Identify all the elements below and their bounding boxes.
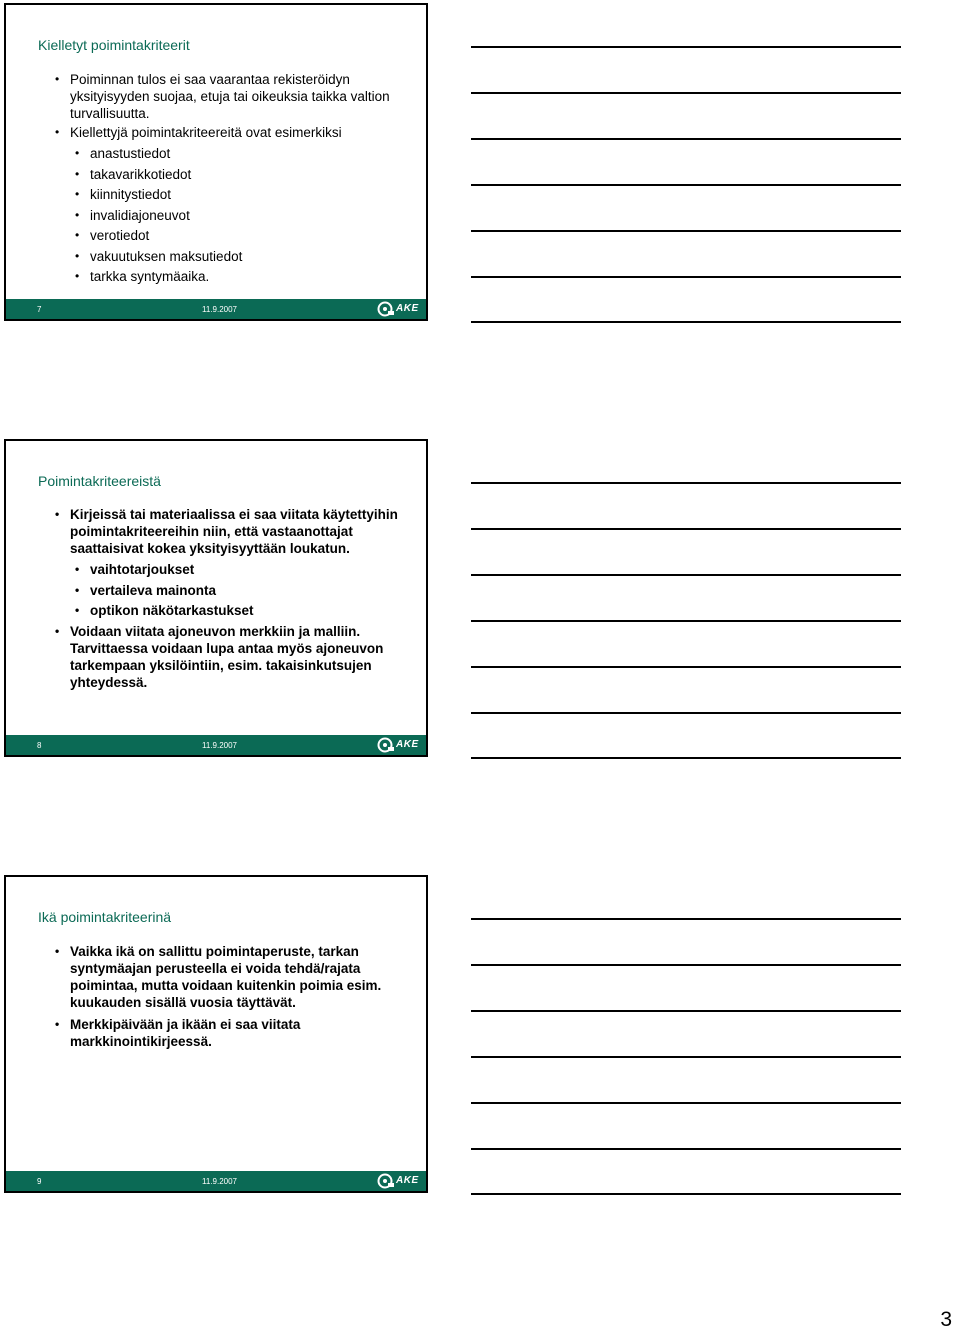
note-line: [471, 482, 901, 484]
bullet-list: [34, 506, 414, 693]
note-line: [471, 712, 901, 714]
slide-number: 8: [37, 741, 42, 750]
list-item: • Vaikka ikä on sallittu poimintaperuste, tarkan syntymäajan perusteella ei voida tehdä/rajata poimintaa, mutta voidaan kuitenkin poimia esim. kuukauden sisällä vuosia täyttävät.: [34, 943, 414, 1011]
list-item: • Kiellettyjä poimintakriteereitä ovat esimerkiksi: [34, 124, 414, 141]
ake-logo: [377, 737, 423, 753]
slide-date: 11.9.2007: [202, 1177, 237, 1186]
note-line: [471, 92, 901, 94]
note-line: [471, 666, 901, 668]
list-item: • kiinnitystiedot: [34, 186, 414, 203]
slide-date: 11.9.2007: [202, 305, 237, 314]
list-item: • Poiminnan tulos ei saa vaarantaa rekisteröidyn yksityisyyden suojaa, etuja tai oikeuksia taikka valtion turvallisuutta.: [34, 71, 414, 122]
note-line: [471, 1056, 901, 1058]
note-line: [471, 528, 901, 530]
note-line: [471, 574, 901, 576]
note-line: [471, 230, 901, 232]
bullet-list: [34, 943, 414, 1052]
ake-logo: [377, 301, 423, 317]
list-item: • vertaileva mainonta: [34, 582, 414, 599]
bullet-list: [34, 71, 414, 289]
slide-footer: [6, 299, 426, 319]
slide-number: 7: [37, 305, 42, 314]
note-line: [471, 964, 901, 966]
slide-number: 9: [37, 1177, 42, 1186]
slide-7: [4, 3, 428, 321]
list-item: • Kirjeissä tai materiaalissa ei saa viitata käytettyihin poimintakriteereihin niin, että vastaanottajat saattaisivat kokea yksityisyyttään loukatun.: [34, 506, 414, 557]
list-item: • verotiedot: [34, 227, 414, 244]
slide-9: [4, 875, 428, 1193]
list-item: • Voidaan viitata ajoneuvon merkkiin ja malliin. Tarvittaessa voidaan lupa antaa myös ajoneuvon tarkempaan yksilöintiin, esim. takaisinkutsujen yhteydessä.: [34, 623, 414, 691]
note-line: [471, 138, 901, 140]
note-line: [471, 620, 901, 622]
note-line: [471, 757, 901, 759]
logo-text: AKE: [396, 303, 419, 314]
logo-text: AKE: [396, 739, 419, 750]
list-item: • anastustiedot: [34, 145, 414, 162]
slide-footer: [6, 1171, 426, 1191]
note-line: [471, 1010, 901, 1012]
note-line: [471, 1148, 901, 1150]
list-item: • vakuutuksen maksutiedot: [34, 248, 414, 265]
note-line: [471, 1102, 901, 1104]
note-line: [471, 321, 901, 323]
note-line: [471, 276, 901, 278]
note-line: [471, 184, 901, 186]
list-item: • takavarikkotiedot: [34, 166, 414, 183]
list-item: • optikon näkötarkastukset: [34, 602, 414, 619]
logo-emblem-icon: [377, 737, 395, 753]
list-item: • tarkka syntymäaika.: [34, 268, 414, 285]
logo-emblem-icon: [377, 301, 395, 317]
note-line: [471, 46, 901, 48]
ake-logo: [377, 1173, 423, 1189]
note-line: [471, 918, 901, 920]
list-item: • invalidiajoneuvot: [34, 207, 414, 224]
slide-title: Kielletyt poimintakriteerit: [38, 37, 190, 53]
slide-title: Poimintakriteereistä: [38, 473, 161, 489]
slide-8: [4, 439, 428, 757]
slide-date: 11.9.2007: [202, 741, 237, 750]
slide-title: Ikä poimintakriteerinä: [38, 909, 172, 925]
page-number: 3: [940, 1308, 952, 1331]
list-item: • vaihtotarjoukset: [34, 561, 414, 578]
note-line: [471, 1193, 901, 1195]
list-item: • Merkkipäivään ja ikään ei saa viitata markkinointikirjeessä.: [34, 1016, 414, 1050]
logo-emblem-icon: [377, 1173, 395, 1189]
slide-footer: [6, 735, 426, 755]
logo-text: AKE: [396, 1175, 419, 1186]
